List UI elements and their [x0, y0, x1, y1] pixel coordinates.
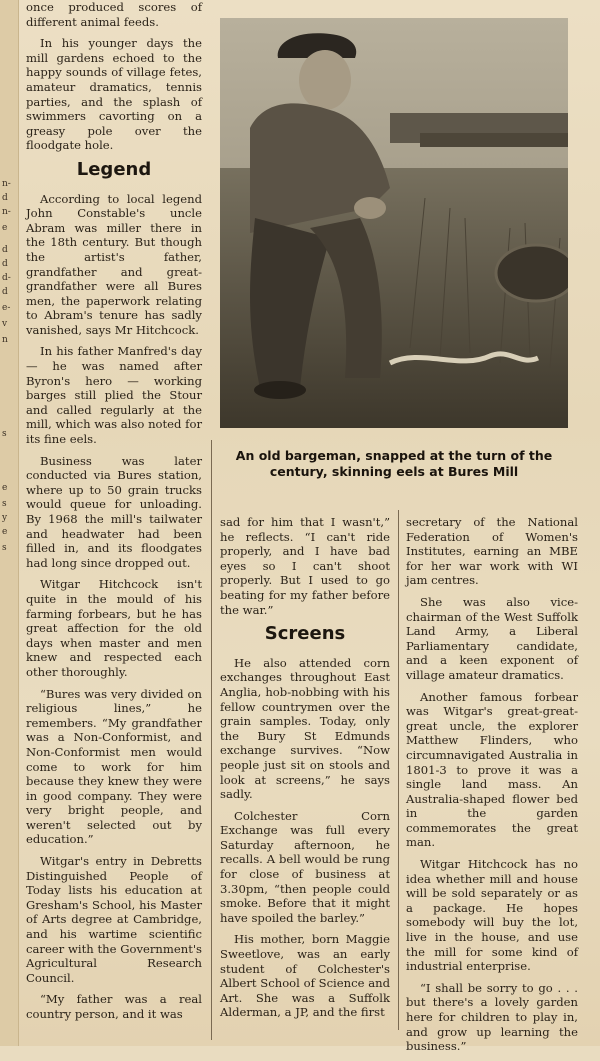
fragment: e [2, 483, 8, 493]
fragment: d- [2, 273, 11, 283]
paragraph: secretary of the National Federation of Women's Institutes, earning an MBE for her war work with WI jam centres. [406, 515, 578, 588]
fragment: n [2, 335, 8, 345]
fragment: s [2, 543, 7, 553]
paragraph: “I shall be sorry to go . . . but there's a lovely garden here for children to play in, and grow up learning the business.” [406, 980, 578, 1054]
paragraph: Another famous forbear was Witgar's great-great-great uncle, the explorer Matthew Flinders, who circumnavigated Australia in 1801-3 to prove it was a single land mass. An Australia-shaped flower bed in the garden commemorates the great man. [406, 689, 578, 850]
fragment: e- [2, 303, 11, 313]
fragment: v [2, 319, 8, 329]
paragraph: Witgar Hitchcock has no idea whether mill and house will be sold separately or as a package. He hopes somebody will buy the lot, live in the house, and use the mill for some kind of industrial enterprise. [406, 857, 578, 974]
paragraph: In his father Manfred's day — he was named after Byron's hero — working barges still plied the Stour and called regularly at the mill, which was also noted for its fine eels. [26, 344, 202, 447]
paragraph: Witgar's entry in Debretts Distinguished People of Today lists his education at Gresham's School, his Master of Arts degree at Cambridge, and his wartime scientific career with the Government's Agricultural Research Council. [26, 854, 202, 985]
paragraph: Business was later conducted via Bures station, where up to 50 grain trucks would queue for unloading. By 1968 the mill's tailwater and headwater had been filled in, and its floodgates had long since dropped out. [26, 453, 202, 570]
adjacent-column-fragments [0, 0, 19, 1046]
photo-caption: An old bargeman, snapped at the turn of the century, skinning eels at Bures Mill [235, 448, 553, 479]
fragment: e [2, 527, 8, 537]
paragraph: once produced scores of different animal feeds. [26, 0, 202, 29]
paragraph: Witgar Hitchcock isn't quite in the mould of his farming forbears, but he has great affection for the old days when master and men knew and respected each other thoroughly. [26, 577, 202, 679]
paragraph: “My father was a real country person, and it was [26, 992, 202, 1021]
paragraph: He also attended corn exchanges throughout East Anglia, hob-nobbing with his fellow countrymen over the grain samples. Today, only the Bury St Edmunds exchange survives. “Now people just sit on stools and look at screens,” he says sadly. [220, 655, 390, 802]
fragment: d [2, 193, 8, 203]
paragraph: In his younger days the mill gardens echoed to the happy sounds of village fetes, amateur dramatics, tennis parties, and the splash of swimmers cavorting on a greasy pole over the floodgate hole. [26, 36, 202, 153]
article-column-3 [406, 515, 578, 1061]
subheading-screens: Screens [264, 623, 346, 645]
bargeman-photo [220, 18, 568, 428]
paragraph: Colchester Corn Exchange was full every Saturday afternoon, he recalls. A bell would be rung for close of business at 3.30pm, “then people could smoke. Before that it might have spoiled the barley.” [220, 808, 390, 925]
paragraph: sad for him that I wasn't,” he reflects. “I can't ride properly, and I have bad eyes so I can't shoot properly. But I used to go beating for my father before the war.” [220, 515, 390, 617]
fragment: n- [2, 179, 11, 189]
fragment: s [2, 499, 7, 509]
paragraph: She was also vice-chairman of the West Suffolk Land Army, a Liberal Parliamentary candidate, and a keen exponent of village amateur dramatics. [406, 594, 578, 682]
fragment: n- [2, 207, 11, 217]
article-column-1 [26, 0, 202, 1029]
paragraph: His mother, born Maggie Sweetlove, was an early student of Colchester's Albert School of Science and Art. She was a Suffolk Alderman, a JP, and the first [220, 932, 390, 1020]
paragraph: According to local legend John Constable's uncle Abram was miller there in the 18th century. But though the artist's father, grandfather and great-grandfather were all Bures men, the paperwork relating to Abram's tenure has sadly vanished, says Mr Hitchcock. [26, 191, 202, 337]
fragment: d [2, 259, 8, 269]
column-divider [398, 510, 399, 1030]
subheading-legend: Legend [76, 158, 152, 180]
column-divider [211, 440, 212, 1040]
fragment: d [2, 245, 8, 255]
article-column-2 [220, 515, 390, 1027]
fragment: y [2, 513, 8, 523]
fragment: e [2, 223, 8, 233]
fragment: s [2, 429, 7, 439]
fragment: d [2, 287, 8, 297]
paragraph: “Bures was very divided on religious lines,” he remembers. “My grandfather was a Non-Conformist, and Non-Conformist men would come to work for him because they knew they were in good company. They were very bright people, and weren't selected out by education.” [26, 686, 202, 847]
